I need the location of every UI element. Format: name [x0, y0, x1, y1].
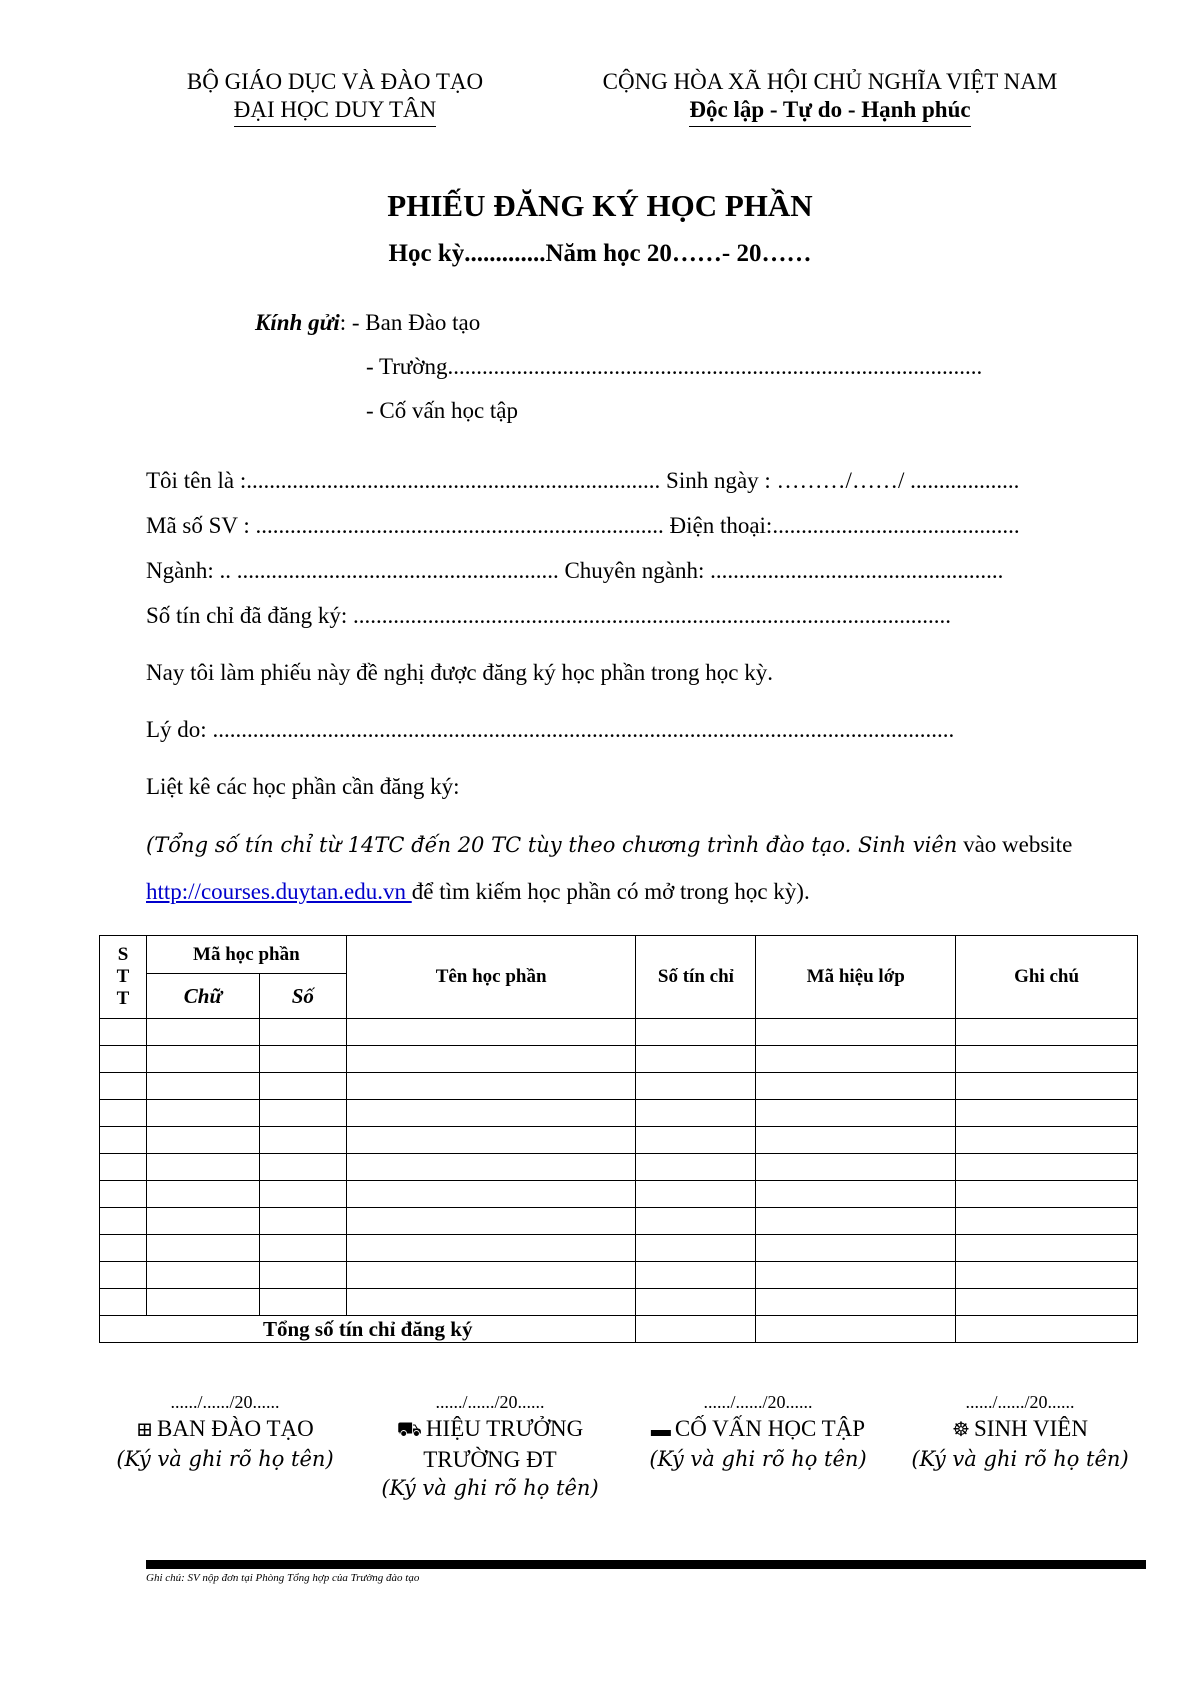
- table-cell[interactable]: [100, 1100, 147, 1127]
- signature-title: ⊞ BAN ĐÀO TẠO: [110, 1414, 340, 1445]
- table-cell[interactable]: [259, 1208, 346, 1235]
- table-cell[interactable]: [346, 1154, 636, 1181]
- table-cell[interactable]: [100, 1127, 147, 1154]
- table-row: [100, 1181, 1138, 1208]
- reason-field: Lý do: .................................................................................................................................: [146, 717, 955, 742]
- republic-name: CỘNG HÒA XÃ HỘI CHỦ NGHĨA VIỆT NAM: [602, 69, 1058, 94]
- header-right: [560, 68, 1100, 127]
- table-cell[interactable]: [756, 1019, 956, 1046]
- signature-instruction: (Ký và ghi rõ họ tên): [116, 1447, 334, 1471]
- table-cell[interactable]: [346, 1262, 636, 1289]
- signature-date: ....../....../20......: [703, 1392, 813, 1412]
- table-cell[interactable]: [346, 1235, 636, 1262]
- student-id-field: Mã số SV : ....................................................................... Điện thoại:...........................................: [146, 513, 1020, 538]
- university-name: ĐẠI HỌC DUY TÂN: [150, 96, 520, 127]
- major-field: Ngành: .. ........................................................ Chuyên ngành: ...................................................: [146, 558, 1004, 583]
- instruction-text: [146, 830, 1136, 860]
- instruction-normal: vào website: [957, 832, 1073, 857]
- signature-title: ▬ CỐ VẤN HỌC TẬP: [628, 1414, 888, 1445]
- signature-instruction: (Ký và ghi rõ họ tên): [381, 1476, 599, 1500]
- course-name-header: Tên học phần: [346, 936, 636, 1019]
- table-cell[interactable]: [146, 1100, 259, 1127]
- table-cell[interactable]: [956, 1127, 1138, 1154]
- table-cell[interactable]: [636, 1289, 756, 1316]
- table-cell[interactable]: [346, 1019, 636, 1046]
- table-cell[interactable]: [100, 1046, 147, 1073]
- class-code-header: Mã hiệu lớp: [756, 936, 956, 1019]
- total-class-cell: [756, 1316, 956, 1343]
- table-row: [100, 1019, 1138, 1046]
- semester-line: Học kỳ.............Năm học 20……- 20……: [388, 240, 812, 267]
- table-cell[interactable]: [346, 1073, 636, 1100]
- table-cell[interactable]: [636, 1073, 756, 1100]
- recipient-label: Kính gửi: [255, 310, 340, 335]
- signature-advisor: [628, 1390, 888, 1474]
- table-cell[interactable]: [259, 1127, 346, 1154]
- table-cell[interactable]: [146, 1046, 259, 1073]
- vehicle-icon: ▬: [650, 1419, 671, 1441]
- table-cell[interactable]: [146, 1208, 259, 1235]
- table-cell[interactable]: [346, 1289, 636, 1316]
- table-cell[interactable]: [146, 1127, 259, 1154]
- table-cell[interactable]: [146, 1235, 259, 1262]
- credits-field: Số tín chỉ đã đăng ký: ........................................................................................................: [146, 603, 951, 628]
- footer-rule: [146, 1560, 1146, 1569]
- total-notes-cell: [956, 1316, 1138, 1343]
- credits-header: Số tín chỉ: [636, 936, 756, 1019]
- footnote: Ghi chú: SV nộp đơn tại Phòng Tổng hợp của Trường đào tạo: [146, 1572, 420, 1584]
- signature-student: [900, 1390, 1140, 1474]
- courses-link[interactable]: http://courses.duytan.edu.vn: [146, 879, 412, 904]
- signature-title: ⛟ HIỆU TRƯỞNG: [370, 1414, 610, 1445]
- signature-title: ☸ SINH VIÊN: [900, 1414, 1140, 1445]
- table-row: [100, 1154, 1138, 1181]
- request-text: Nay tôi làm phiếu này đề nghị được đăng ký học phần trong học kỳ.: [146, 660, 773, 685]
- header-left: [150, 68, 520, 127]
- instruction-line-2: [146, 877, 810, 907]
- list-heading: Liệt kê các học phần cần đăng ký:: [146, 774, 460, 799]
- signature-date: ....../....../20......: [170, 1392, 280, 1412]
- table-cell[interactable]: [100, 1019, 147, 1046]
- table-cell[interactable]: [259, 1073, 346, 1100]
- national-motto: Độc lập - Tự do - Hạnh phúc: [560, 96, 1100, 127]
- stt-header: S T T: [100, 936, 147, 1019]
- recipient-2: - Trường.............................................................................................: [366, 354, 983, 379]
- table-cell[interactable]: [259, 1019, 346, 1046]
- total-credits-value[interactable]: [636, 1316, 756, 1343]
- course-table: [99, 935, 1138, 1343]
- ministry-name: BỘ GIÁO DỤC VÀ ĐÀO TẠO: [186, 69, 484, 94]
- table-cell[interactable]: [636, 1100, 756, 1127]
- grid-icon: ⊞: [136, 1419, 153, 1441]
- signature-principal: [370, 1390, 610, 1503]
- table-cell[interactable]: [756, 1262, 956, 1289]
- instruction-tail: để tìm kiếm học phần có mở trong học kỳ).: [411, 879, 810, 904]
- table-row: [100, 1127, 1138, 1154]
- table-row: [100, 1046, 1138, 1073]
- table-cell[interactable]: [346, 1181, 636, 1208]
- form-title: PHIẾU ĐĂNG KÝ HỌC PHẦN: [387, 188, 813, 223]
- motorbike-icon: ☸: [952, 1419, 970, 1441]
- table-row: [100, 1289, 1138, 1316]
- table-cell[interactable]: [259, 1235, 346, 1262]
- table-cell[interactable]: [259, 1289, 346, 1316]
- notes-header: Ghi chú: [956, 936, 1138, 1019]
- table-cell[interactable]: [956, 1235, 1138, 1262]
- table-cell[interactable]: [636, 1019, 756, 1046]
- table-cell[interactable]: [756, 1235, 956, 1262]
- letters-header: Chữ: [146, 974, 259, 1019]
- table-cell[interactable]: [636, 1262, 756, 1289]
- table-cell[interactable]: [956, 1046, 1138, 1073]
- table-cell[interactable]: [756, 1289, 956, 1316]
- total-credits-label: Tổng số tín chỉ đăng ký: [100, 1316, 636, 1343]
- table-cell[interactable]: [259, 1100, 346, 1127]
- table-cell[interactable]: [756, 1208, 956, 1235]
- course-code-header: Mã học phần: [146, 936, 346, 974]
- table-cell[interactable]: [756, 1100, 956, 1127]
- table-cell[interactable]: [100, 1073, 147, 1100]
- signature-instruction: (Ký và ghi rõ họ tên): [649, 1447, 867, 1471]
- table-cell[interactable]: [346, 1127, 636, 1154]
- signature-training-office: [110, 1390, 340, 1474]
- table-cell[interactable]: [146, 1154, 259, 1181]
- table-cell[interactable]: [636, 1208, 756, 1235]
- number-header: Số: [259, 974, 346, 1019]
- table-cell[interactable]: [956, 1208, 1138, 1235]
- table-cell[interactable]: [146, 1019, 259, 1046]
- instruction-italic: (Tổng số tín chỉ từ 14TC đến 20 TC tùy theo chương trình đào tạo. Sinh viên: [146, 833, 958, 857]
- table-cell[interactable]: [956, 1181, 1138, 1208]
- recipient-3: - Cố vấn học tập: [366, 398, 519, 423]
- table-cell[interactable]: [259, 1154, 346, 1181]
- table-cell[interactable]: [636, 1127, 756, 1154]
- table-cell[interactable]: [346, 1046, 636, 1073]
- table-cell[interactable]: [259, 1181, 346, 1208]
- signature-date: ....../....../20......: [435, 1392, 545, 1412]
- table-cell[interactable]: [259, 1046, 346, 1073]
- table-cell[interactable]: [956, 1019, 1138, 1046]
- signature-title-2: TRƯỜNG ĐT: [423, 1447, 557, 1472]
- table-cell[interactable]: [756, 1073, 956, 1100]
- table-cell[interactable]: [146, 1289, 259, 1316]
- table-cell[interactable]: [636, 1154, 756, 1181]
- table-cell[interactable]: [346, 1208, 636, 1235]
- table-row: [100, 1262, 1138, 1289]
- name-field: Tôi tên là :........................................................................ Sinh ngày : ………/……/ ...................: [146, 468, 1020, 493]
- table-cell[interactable]: [100, 1181, 147, 1208]
- table-cell[interactable]: [346, 1100, 636, 1127]
- car-icon: ⛟: [396, 1419, 422, 1441]
- signature-instruction: (Ký và ghi rõ họ tên): [911, 1447, 1129, 1471]
- table-cell[interactable]: [636, 1235, 756, 1262]
- table-cell[interactable]: [100, 1154, 147, 1181]
- table-cell[interactable]: [146, 1262, 259, 1289]
- table-cell[interactable]: [146, 1181, 259, 1208]
- table-cell[interactable]: [100, 1208, 147, 1235]
- table-cell[interactable]: [756, 1181, 956, 1208]
- table-cell[interactable]: [259, 1262, 346, 1289]
- recipient-line-1: [255, 308, 480, 338]
- table-cell[interactable]: [146, 1073, 259, 1100]
- table-cell[interactable]: [756, 1154, 956, 1181]
- table-cell[interactable]: [956, 1100, 1138, 1127]
- table-row: [100, 1100, 1138, 1127]
- signature-date: ....../....../20......: [965, 1392, 1075, 1412]
- table-cell[interactable]: [100, 1235, 147, 1262]
- table-row: [100, 1208, 1138, 1235]
- table-cell[interactable]: [956, 1154, 1138, 1181]
- table-cell[interactable]: [100, 1262, 147, 1289]
- table-cell[interactable]: [100, 1289, 147, 1316]
- table-row: [100, 1235, 1138, 1262]
- table-cell[interactable]: [636, 1181, 756, 1208]
- recipient-1: : - Ban Đào tạo: [339, 310, 481, 335]
- table-cell[interactable]: [956, 1262, 1138, 1289]
- table-cell[interactable]: [756, 1046, 956, 1073]
- table-cell[interactable]: [956, 1289, 1138, 1316]
- table-cell[interactable]: [756, 1127, 956, 1154]
- table-row: [100, 1073, 1138, 1100]
- table-cell[interactable]: [636, 1046, 756, 1073]
- table-cell[interactable]: [956, 1073, 1138, 1100]
